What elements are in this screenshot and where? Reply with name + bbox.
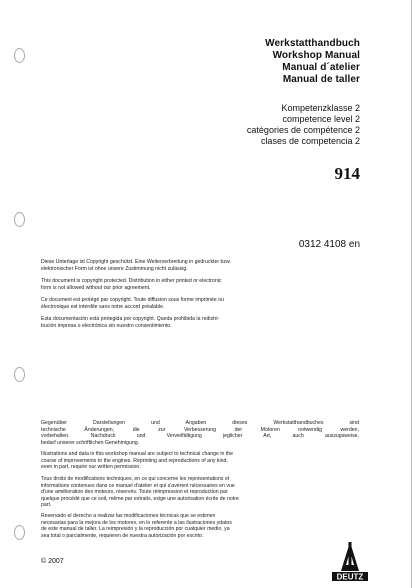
change-notice-de [41,420,359,446]
text-line: d'une amélioration des moteurs, réservés. Toute réimpression et reproduction par [41,489,228,496]
text-line: Reservado el derecho a realizar las modificaciones técnicas que se estimen [41,513,216,519]
title-fr: Manual d´atelier [282,62,360,73]
text-line: de este manual de taller. La reimpresión y la reproducción por cualquier medio, ya [41,526,230,533]
text-line: quelque procédé que ce soit, même par extraits, exige une autorisation écrite de notre [41,495,239,502]
text-line: elektronischer Form ist ohne unsere Zustimmung nicht zulässig. [41,265,188,272]
text-line: necesarias para la mejora de los motores, en lo referente a las ilustraciones ydatos [41,519,232,526]
copyright-notice-es [41,316,359,329]
punch-hole [14,212,25,227]
change-notice-en [41,451,359,471]
copyright-notice-en [41,278,359,291]
change-notice-fr [41,476,359,509]
text-line: Ce document est protégé par copyright. Toute diffusion sous forme imprimée ou [41,297,224,303]
text-line: vorbehalten. Nachdruck und Vervielfältigung jeglicher Art, auch auszugsweise, [41,433,359,440]
text-line: Illustrations and data in this workshop manual are subject to technical change in the [41,451,234,457]
copyright-notice-fr [41,297,359,310]
punch-hole [14,48,25,63]
manual-titles [265,38,360,86]
text-line: Gegenüber Darstellungen und Angaben dieses Werkstatthandbuches sind [41,420,359,426]
text-line: This document is copyright protected. Distribution in either printed or electronic [41,278,222,284]
text-line: informations contenues dans ce manuel d'atelier et qui s'avèrent nécessaires en vue [41,482,235,489]
level-en: competence level 2 [282,114,360,124]
text-line: technische Änderungen, die zur Verbesserung der Motoren notwendig werden, [41,426,359,433]
engine-series: 914 [334,164,360,183]
change-notice-es [41,513,359,539]
level-es: clases de competencia 2 [260,136,360,146]
copyright-notice-de [41,259,359,272]
text-line: Esta documentación está protegida por copyright. Queda prohibida la redistri- [41,316,220,322]
punch-hole [14,525,25,540]
deutz-logo [330,540,370,582]
competence-levels [247,103,360,147]
title-de: Werkstatthandbuch [265,38,360,49]
punch-hole [14,367,25,382]
title-en: Workshop Manual [272,50,360,61]
text-line: électronique est interdite sans notre accord préalable. [41,303,165,310]
copyright-year: © 2007 [41,558,64,565]
text-line: Diese Unterlage ist Copyright geschützt. Eine Weiterverbreitung in gedruckter bzw. [41,259,231,265]
document-number: 0312 4108 en [298,239,360,250]
text-line: bución impresa o electrónica sin nuestro consentimiento. [41,322,172,329]
logo-text: DEUTZ [336,572,364,582]
text-line: part. [41,502,52,509]
level-de: Kompetenzklasse 2 [281,103,360,113]
level-fr: catégories de compétence 2 [246,125,360,135]
text-line: bedarf unserer schriftlichen Genehmigung. [41,439,140,446]
text-line: course of improvements to the engines. Reprinting and reproductions of any kind, [41,457,228,464]
title-es: Manual de taller [282,74,360,85]
text-line: form is not allowed without our prior agreement. [41,284,151,291]
text-line: Tous droits de modifications techniques, en ce qui concerne les représentations et [41,476,230,482]
page-edge-line [411,0,412,588]
text-line: sea total o parcialmente, requieren de nuestra autorización por escrito. [41,532,204,539]
text-line: even in part, require our written permission. [41,464,141,471]
